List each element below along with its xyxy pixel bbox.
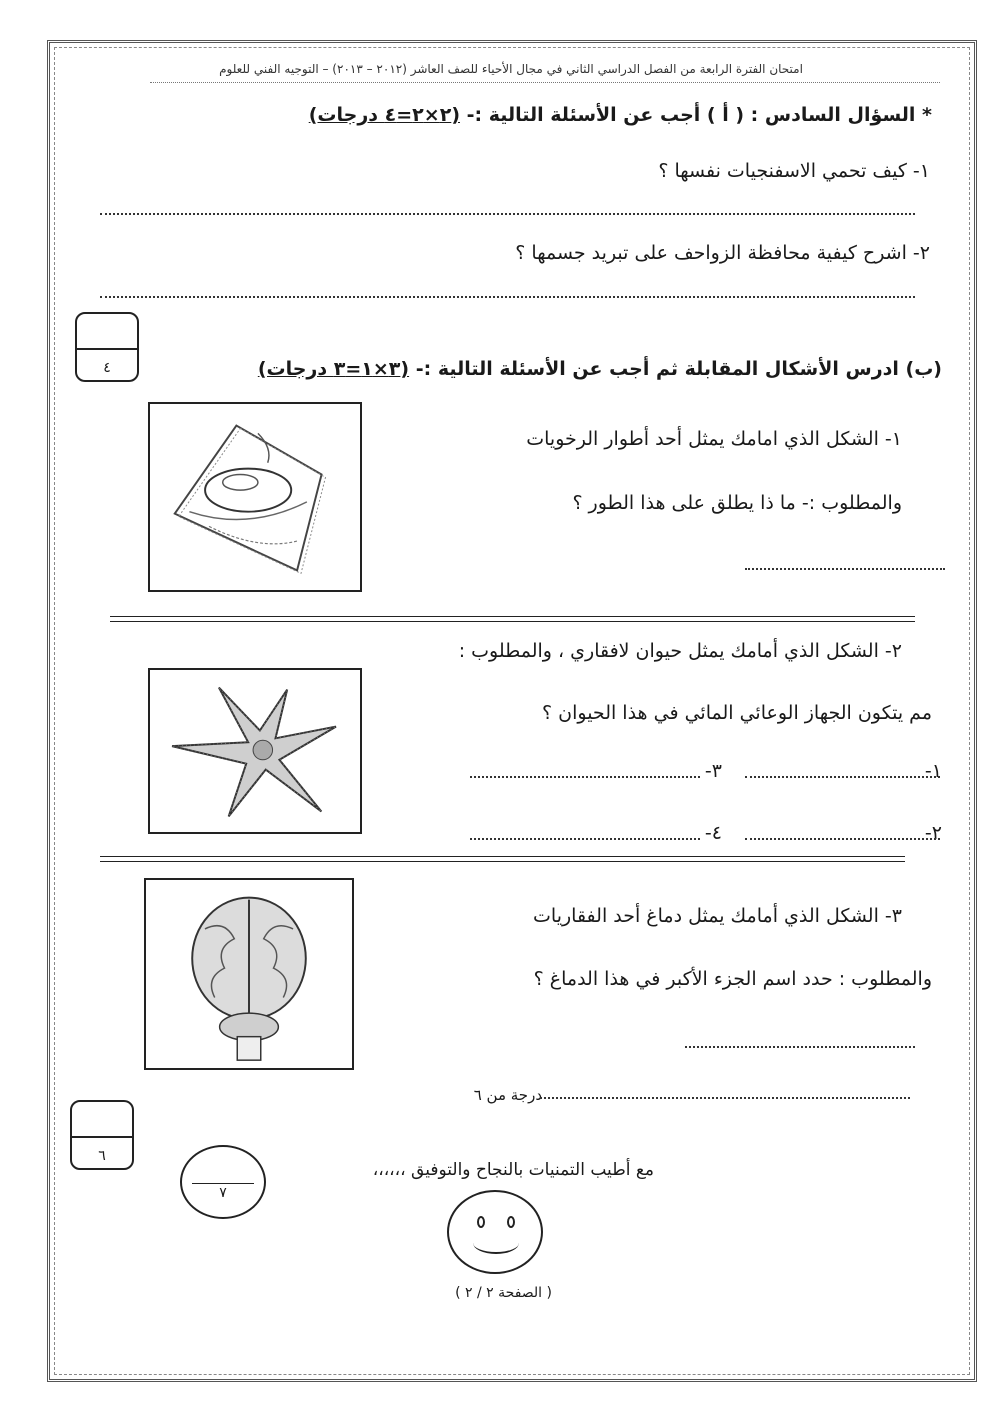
total-rule <box>540 1097 910 1099</box>
mollusc-larva-image <box>148 402 362 592</box>
starfish-image <box>148 668 362 834</box>
separator-2 <box>100 856 905 862</box>
answer-line-b3[interactable] <box>685 1046 915 1048</box>
item1-line2: والمطلوب :- ما ذا يطلق على هذا الطور ؟ <box>572 492 902 514</box>
question-title <box>309 104 932 126</box>
good-luck-wish: مع أطيب التمنيات بالنجاح والتوفيق ،،،،،، <box>372 1160 654 1180</box>
smiley-left-eye <box>477 1216 485 1228</box>
score-divider <box>72 1136 132 1138</box>
item3-line2: والمطلوب : حدد اسم الجزء الأكبر في هذا الدماغ ؟ <box>533 968 932 990</box>
score-box-b <box>70 1100 134 1170</box>
part-b-total: درجة من ٦ <box>473 1086 542 1104</box>
mollusc-larva-drawing <box>150 404 360 590</box>
question-a2: ٢- اشرح كيفية محافظة الزواحف على تبريد جسمها ؟ <box>515 242 930 264</box>
question-marks: (٢×٢=٤ درجات) <box>308 104 460 126</box>
part-b-title-text: (ب) ادرس الأشكال المقابلة ثم أجب عن الأسئلة التالية :- <box>415 358 942 380</box>
part-b-title <box>258 358 942 380</box>
item2-line2: مم يتكون الجهاز الوعائي المائي في هذا الحيوان ؟ <box>542 702 932 724</box>
item2-label-2: ٢- <box>924 822 942 844</box>
part-b-marks: (٣×١=٣ درجات) <box>257 358 410 380</box>
total-score-circle <box>180 1145 266 1219</box>
smiley-face-icon <box>447 1190 543 1274</box>
brain-image <box>144 878 354 1070</box>
item3-line1: ٣- الشكل الذي أمامك يمثل دماغ أحد الفقاريات <box>533 905 902 927</box>
answer-line-a1[interactable] <box>100 213 915 215</box>
item2-label-3: ٣- <box>704 760 722 782</box>
answer-line-b2-4[interactable] <box>470 838 700 840</box>
item2-label-4: ٤- <box>704 822 722 844</box>
total-score-divider <box>192 1183 254 1184</box>
question-a1: ١- كيف تحمي الاسفنجيات نفسها ؟ <box>658 160 930 182</box>
smiley-right-eye <box>507 1216 515 1228</box>
smiley-mouth <box>473 1232 519 1254</box>
score-box-a-value: ٤ <box>103 360 111 376</box>
question-title-text: * السؤال السادس : ( أ ) أجب عن الأسئلة التالية :- <box>466 104 932 126</box>
item2-line1: ٢- الشكل الذي أمامك يمثل حيوان لافقاري ، والمطلوب : <box>458 640 902 662</box>
exam-header: امتحان الفترة الرابعة من الفصل الدراسي الثاني في مجال الأحياء للصف العاشر (٢٠١٢ – ٢٠١٣) – التوجيه الفني للعلوم <box>219 62 803 76</box>
item1-line1: ١- الشكل الذي امامك يمثل أحد أطوار الرخويات <box>526 428 902 450</box>
answer-line-b2-3[interactable] <box>470 776 700 778</box>
total-score-value: ٧ <box>219 1185 227 1201</box>
starfish-drawing <box>150 670 360 832</box>
answer-line-b2-2[interactable] <box>745 838 940 840</box>
brain-drawing <box>146 880 352 1068</box>
answer-line-b2-1[interactable] <box>745 776 940 778</box>
header-rule <box>150 82 940 83</box>
score-divider <box>77 348 137 350</box>
page-number: ( الصفحة ٢ / ٢ ) <box>455 1285 552 1301</box>
separator-1 <box>110 616 915 622</box>
answer-line-a2[interactable] <box>100 296 915 298</box>
score-box-a <box>75 312 139 382</box>
item2-label-1: ١- <box>924 760 942 782</box>
answer-line-b1[interactable] <box>745 568 945 570</box>
score-box-b-value: ٦ <box>98 1148 106 1164</box>
